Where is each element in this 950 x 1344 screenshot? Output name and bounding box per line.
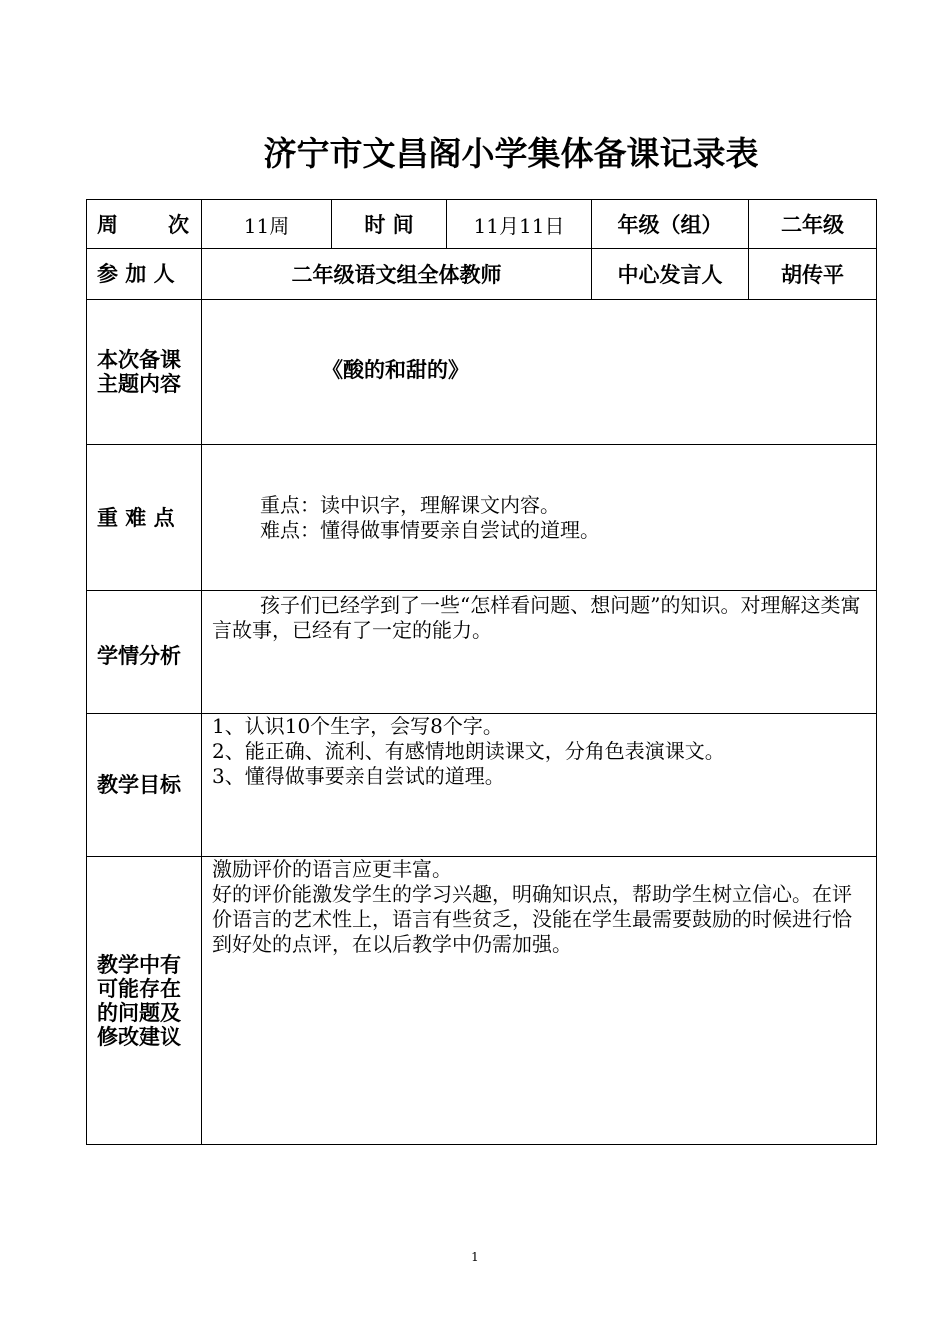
topic-label-line1: 本次备课 xyxy=(97,348,181,372)
row-key-points xyxy=(87,445,877,591)
grade-label: 年级（组） xyxy=(592,200,749,249)
week-value: 11周 xyxy=(202,200,332,249)
page-number: 1 xyxy=(471,1250,479,1264)
analysis-label: 学情分析 xyxy=(87,591,202,714)
issues-label-line: 的问题及 xyxy=(97,1000,181,1025)
difficult-point-line: 难点：懂得做事情要亲自尝试的道理。 xyxy=(260,517,600,542)
issues-label-line: 可能存在 xyxy=(97,976,181,1001)
goals-label: 教学目标 xyxy=(87,714,202,857)
speaker-label: 中心发言人 xyxy=(592,249,749,300)
participants-label: 参 加 人 xyxy=(87,249,202,300)
issues-label-line: 修改建议 xyxy=(97,1024,181,1049)
topic-label xyxy=(87,300,202,445)
speaker-value: 胡传平 xyxy=(749,249,877,300)
goal-item: 3、懂得做事要亲自尝试的道理。 xyxy=(212,764,505,788)
goal-item: 1、认识10个生字，会写8个字。 xyxy=(212,714,503,738)
analysis-text: 孩子们已经学到了一些“怎样看问题、想问题”的知识。对理解这类寓言故事，已经有了一定的能力。 xyxy=(212,593,861,642)
issues-label-line: 教学中有 xyxy=(97,952,181,977)
topic-label-line2: 主题内容 xyxy=(97,372,181,396)
goal-item: 2、能正确、流利、有感情地朗读课文，分角色表演课文。 xyxy=(212,739,725,763)
issues-label xyxy=(87,857,202,1145)
week-label-a: 周 xyxy=(97,213,118,237)
week-label-b: 次 xyxy=(168,213,189,237)
document-title: 济宁市文昌阁小学集体备课记录表 xyxy=(263,134,759,173)
row-issues xyxy=(87,857,877,1145)
participants-value: 二年级语文组全体教师 xyxy=(202,249,592,300)
time-label: 时 间 xyxy=(332,200,447,249)
row-participants xyxy=(87,249,877,300)
key-points-label: 重 难 点 xyxy=(87,445,202,591)
lesson-prep-table xyxy=(86,199,877,1145)
goals-content xyxy=(202,714,877,857)
week-label-cell xyxy=(87,200,202,249)
key-point-line: 重点：读中识字，理解课文内容。 xyxy=(260,492,560,517)
grade-value: 二年级 xyxy=(749,200,877,249)
issues-line1: 激励评价的语言应更丰富。 xyxy=(212,857,452,881)
key-points-content xyxy=(202,445,877,591)
row-topic xyxy=(87,300,877,445)
time-value: 11月11日 xyxy=(447,200,592,249)
analysis-content xyxy=(202,591,877,714)
issues-line2: 好的评价能激发学生的学习兴趣，明确知识点，帮助学生树立信心。在评价语言的艺术性上，语言有些贫乏，没能在学生最需要鼓励的时候进行恰到好处的点评，在以后教学中仍需加强。 xyxy=(212,882,852,956)
issues-content xyxy=(202,857,877,1145)
row-analysis xyxy=(87,591,877,714)
row-week-time-grade xyxy=(87,200,877,249)
topic-value: 《酸的和甜的》 xyxy=(202,300,877,445)
row-goals xyxy=(87,714,877,857)
